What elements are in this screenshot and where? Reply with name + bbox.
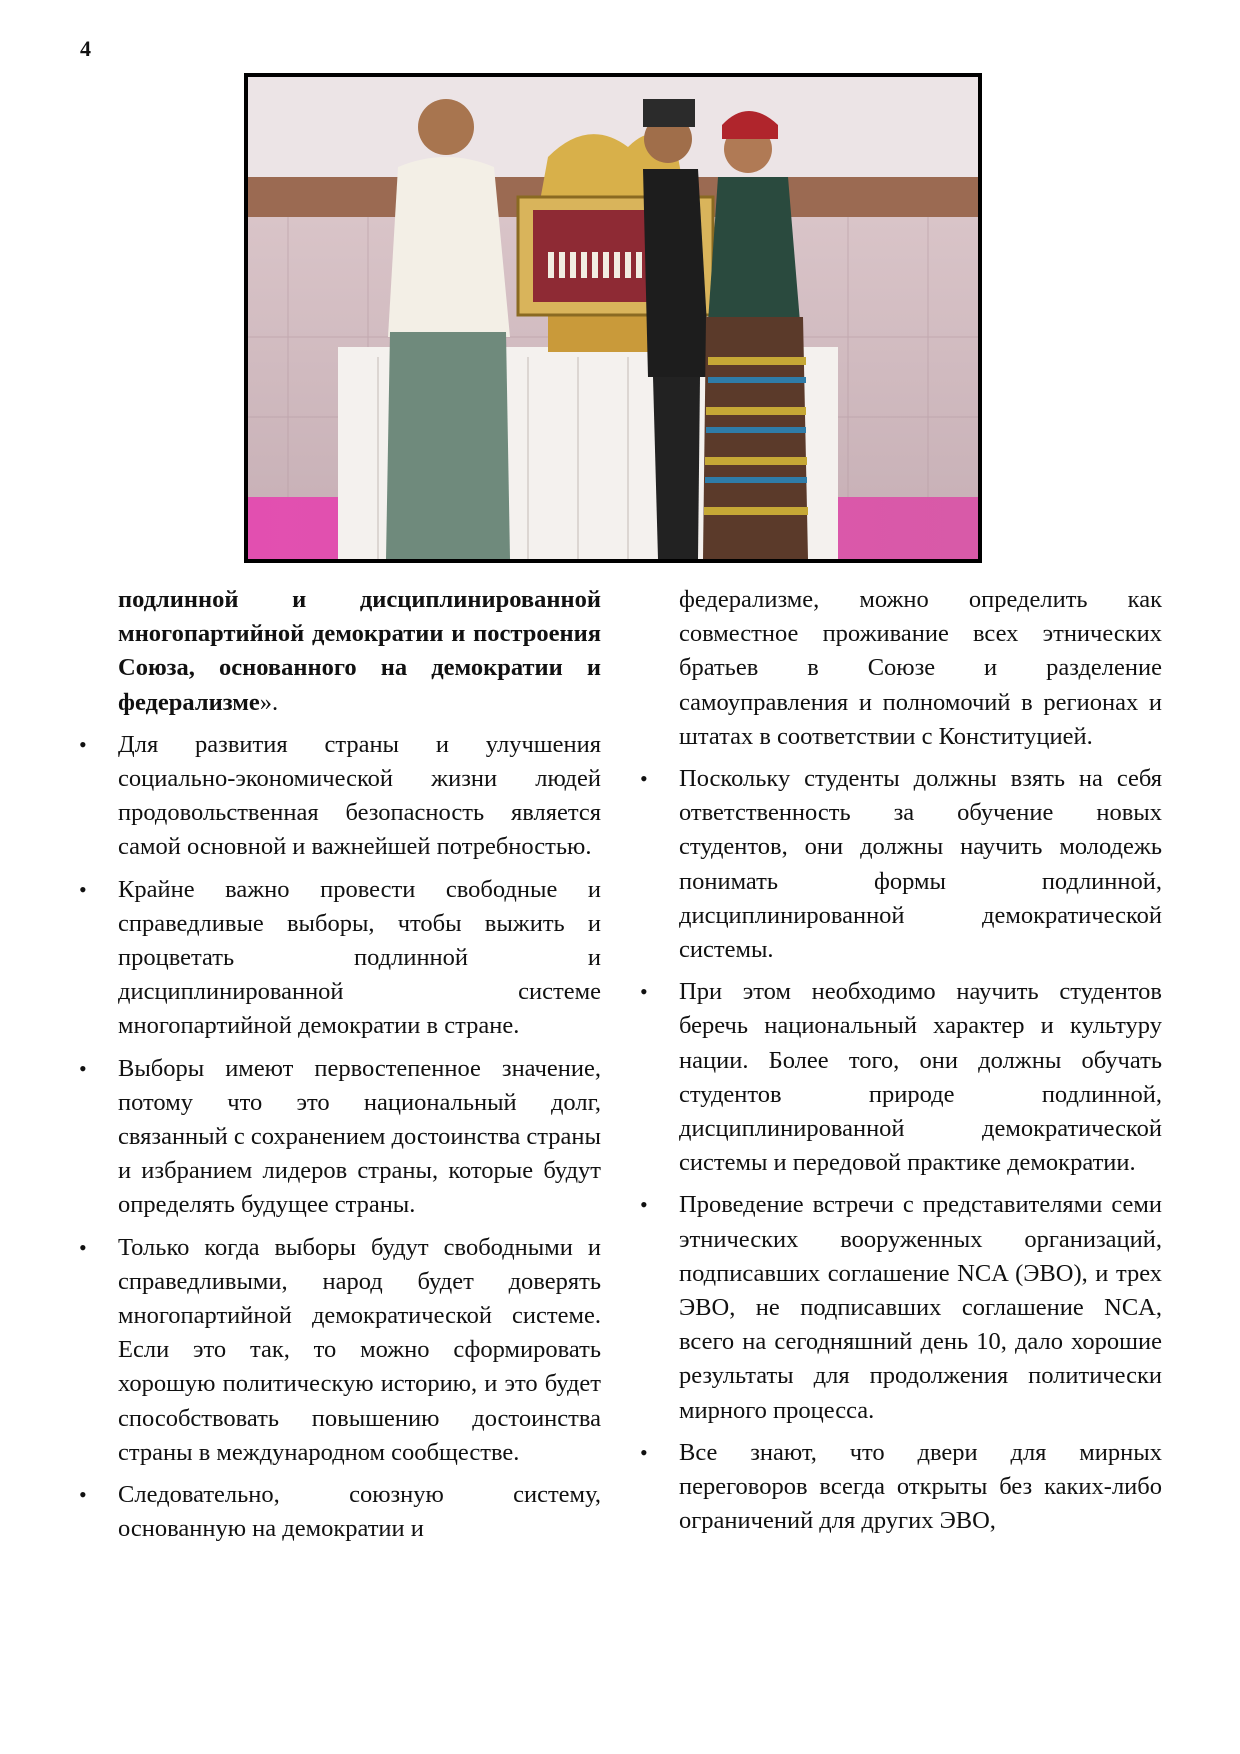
continued-paragraph: федерализме, можно определить как совместное проживание всех этнических братьев в Союзе и разделение самоуправления и полномочий в регионах и штатах в соответствии с Конституцией. (679, 586, 1162, 750)
continued-paragraph-bold: подлинной и дисциплинированной многопартийной демократии и построения Союза, основанного на демократии и федерализме (118, 586, 601, 716)
bullet-item: • Выборы имеют первостепенное значение, потому что это национальный долг, связанный с сохранением достоинства страны и избранием лидеров страны, которые будут определять будущее страны. (118, 1052, 601, 1223)
continued-paragraph (118, 583, 601, 720)
bullet-list (118, 728, 601, 1547)
right-column (679, 583, 1162, 1546)
bullet-item: • Крайне важно провести свободные и справедливые выборы, чтобы выжить и процветать подлинной и дисциплинированной системе многопартийной демократии в стране. (118, 873, 601, 1044)
continued-paragraph-tail: ». (259, 688, 279, 716)
bullet-list (679, 762, 1162, 1538)
bullet-item: • Для развития страны и улучшения социально-экономической жизни людей продовольственная безопасность является самой основной и важнейшей потребностью. (118, 728, 601, 865)
bullet-item: • Только когда выборы будут свободными и справедливыми, народ будет доверять многопартийной демократической системе. Если это так, то можно сформировать хорошую политическую историю, и это будет способствовать повышению достоинства страны в международном сообществе. (118, 1231, 601, 1470)
bullet-item: • Следовательно, союзную систему, основанную на демократии и (118, 1478, 601, 1546)
page-number: 4 (80, 36, 91, 61)
left-column (118, 583, 601, 1554)
bullet-item: • Проведение встречи с представителями семи этнических вооруженных организаций, подписавших соглашение NCA (ЭВО), и трех ЭВО, не подписавших соглашение NCA, всего на сегодняшний день 10, дало хорошие результаты для продолжения политически мирного процесса. (679, 1188, 1162, 1427)
ceremony-photo (244, 73, 982, 563)
bullet-item: • Поскольку студенты должны взять на себя ответственность за обучение новых студентов, они должны научить молодежь понимать формы подлинной, дисциплинированной демократической системы. (679, 762, 1162, 967)
bullet-item: • При этом необходимо научить студентов беречь национальный характер и культуру нации. Более того, они должны обучать студентов природе подлинной, дисциплинированной демократической системы и передовой практике демократии. (679, 975, 1162, 1180)
bullet-item: • Все знают, что двери для мирных переговоров всегда открыты без каких-либо ограничений для других ЭВО, (679, 1436, 1162, 1539)
